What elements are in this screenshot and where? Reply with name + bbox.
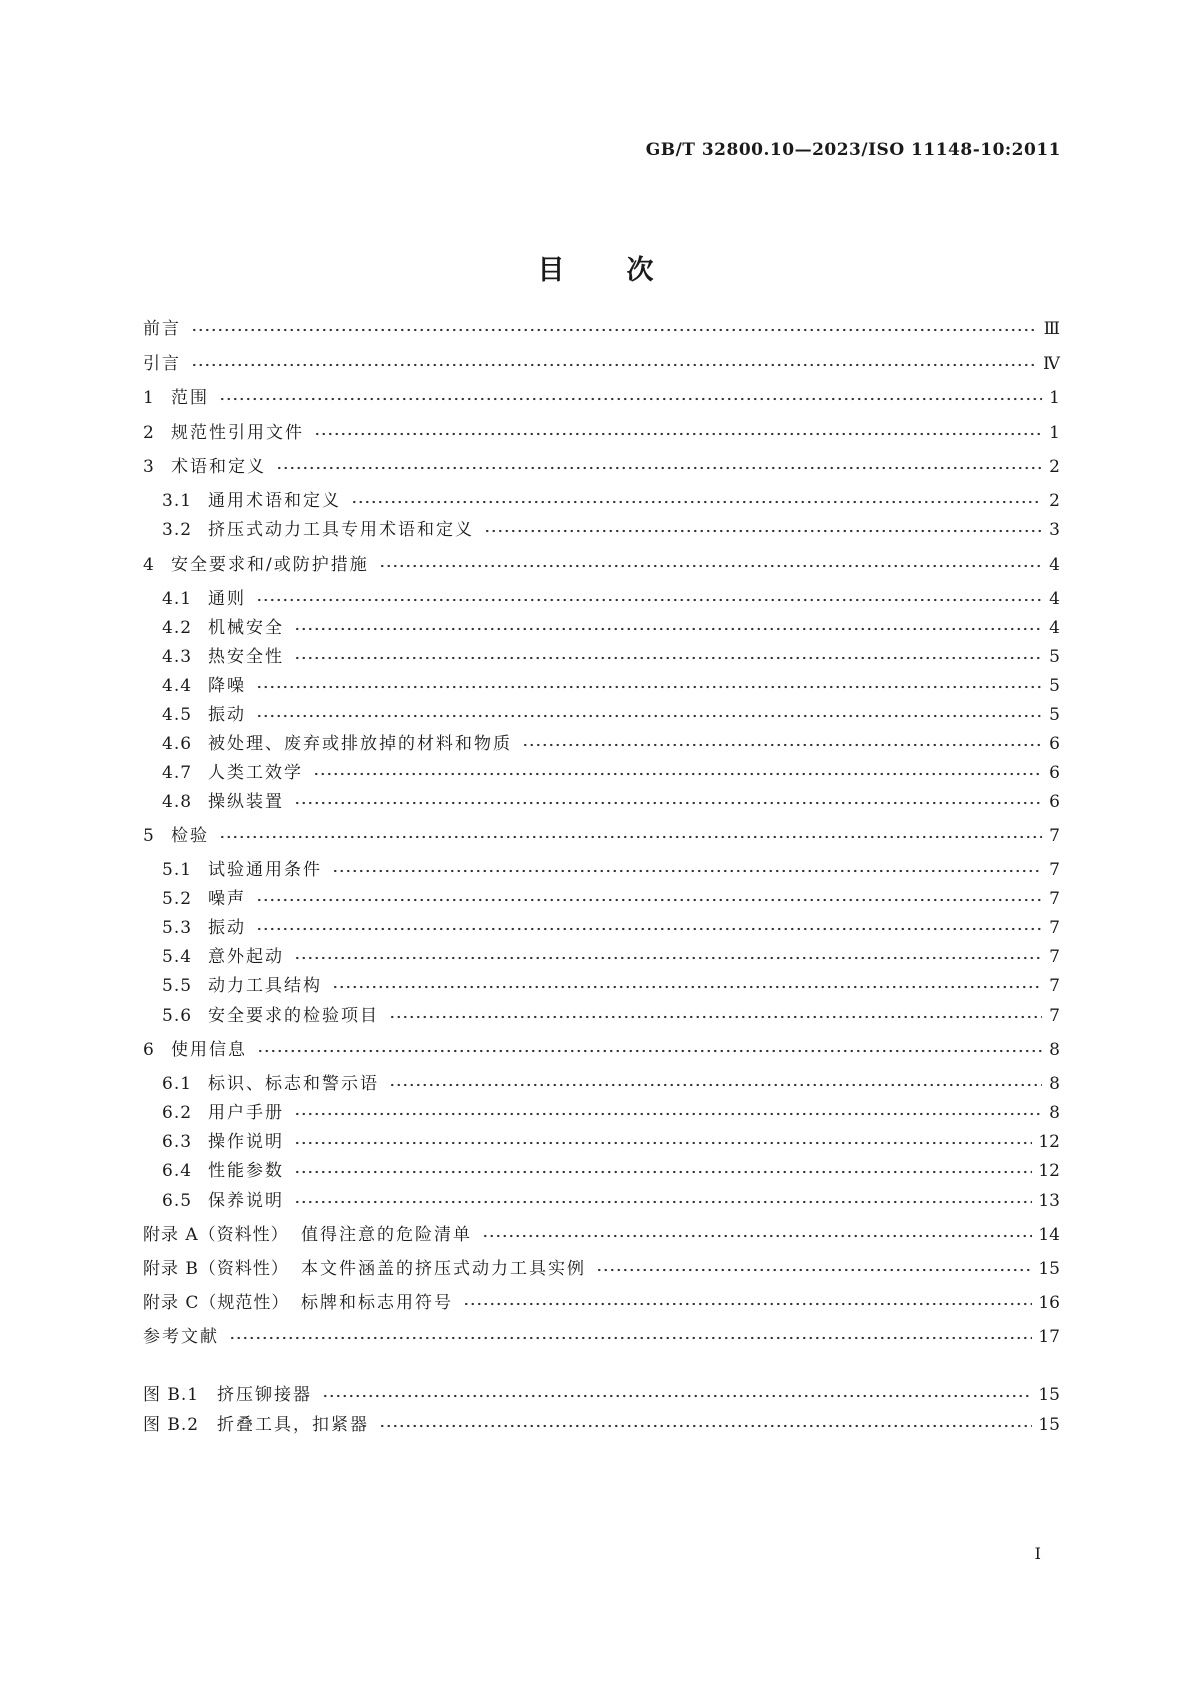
toc-leader-dots [389, 1003, 1042, 1029]
toc-entry-number: 4.8 [162, 792, 193, 812]
toc-entry-number: 6.1 [162, 1074, 193, 1094]
toc-entry[interactable] [162, 915, 1060, 941]
toc-entry-page: 7 [1049, 947, 1060, 967]
toc-leader-dots [219, 823, 1042, 849]
toc-leader-dots [256, 886, 1042, 912]
page-number: Ⅰ [1034, 1544, 1041, 1563]
toc-entry-number: 附录 A（资料性） [143, 1225, 289, 1245]
toc-leader-dots [294, 1129, 1032, 1155]
toc-leader-dots [463, 1290, 1032, 1316]
toc-entry-label: 被处理、废弃或排放掉的材料和物质 [208, 734, 512, 754]
toc-entry-page: 2 [1049, 457, 1060, 477]
standard-code: GB/T 32800.10—2023/ISO 11148-10:2011 [645, 140, 1061, 160]
toc-entry[interactable] [143, 1222, 1060, 1248]
toc-entry[interactable] [162, 1071, 1060, 1097]
toc-entry-page: 3 [1049, 520, 1060, 540]
toc-leader-dots [294, 1188, 1032, 1214]
toc-entry-label: 机械安全 [208, 618, 284, 638]
toc-entry[interactable] [162, 586, 1060, 612]
toc-entry[interactable] [143, 1412, 1060, 1438]
toc-leader-dots [379, 1412, 1032, 1438]
toc-entry-page: 16 [1038, 1293, 1060, 1313]
page-title: 目次 [537, 255, 716, 286]
toc-entry-label: 噪声 [208, 889, 246, 909]
toc-entry[interactable] [162, 857, 1060, 883]
toc-entry-number: 3.1 [162, 491, 193, 511]
toc-entry-number: 2 [143, 423, 154, 443]
toc-entry-label: 本文件涵盖的挤压式动力工具实例 [301, 1259, 586, 1279]
toc-entry-label: 安全要求和/或防护措施 [171, 555, 369, 575]
toc-entry-page: 15 [1038, 1385, 1060, 1405]
toc-leader-dots [191, 351, 1037, 377]
toc-leader-dots [351, 488, 1042, 514]
toc-entry[interactable] [143, 1290, 1060, 1316]
toc-entry-page: 2 [1049, 491, 1060, 511]
toc-entry[interactable] [143, 351, 1060, 377]
toc-entry[interactable] [162, 488, 1060, 514]
toc-entry-number: 3 [143, 457, 154, 477]
toc-entry-page: 12 [1038, 1161, 1060, 1181]
toc-entry-label: 折叠工具，扣紧器 [217, 1415, 369, 1435]
toc-entry-label: 使用信息 [171, 1040, 247, 1060]
toc-entry-number: 5.3 [162, 918, 193, 938]
toc-entry-number: 6.5 [162, 1191, 193, 1211]
toc-entry[interactable] [162, 615, 1060, 641]
toc-leader-dots [256, 702, 1042, 728]
toc-entry-label: 范围 [171, 388, 209, 408]
toc-leader-dots [313, 760, 1042, 786]
toc-leader-dots [332, 857, 1042, 883]
toc-entry[interactable] [162, 760, 1060, 786]
toc-leader-dots [522, 731, 1042, 757]
toc-entry[interactable] [162, 1129, 1060, 1155]
toc-entry[interactable] [162, 886, 1060, 912]
toc-entry-label: 规范性引用文件 [171, 423, 304, 443]
toc-leader-dots [484, 517, 1042, 543]
toc-entry-page: 5 [1049, 647, 1060, 667]
toc-entry-label: 意外起动 [208, 947, 284, 967]
toc-entry-number: 6.4 [162, 1161, 193, 1181]
toc-entry-page: 17 [1038, 1327, 1060, 1347]
toc-entry-number: 6.3 [162, 1132, 193, 1152]
toc-entry-label: 用户手册 [208, 1103, 284, 1123]
toc-entry-label: 术语和定义 [171, 457, 266, 477]
toc-entry-page: 4 [1049, 589, 1060, 609]
toc-leader-dots [257, 1037, 1042, 1063]
toc-leader-dots [389, 1071, 1042, 1097]
toc-entry-number: 4.1 [162, 589, 193, 609]
toc-leader-dots [596, 1256, 1032, 1282]
toc-leader-dots [191, 316, 1038, 342]
toc-entry-page: Ⅲ [1043, 319, 1060, 339]
toc-entry-label: 振动 [208, 705, 246, 725]
toc-entry-page: 7 [1049, 1006, 1060, 1026]
toc-leader-dots [229, 1324, 1032, 1350]
toc-leader-dots [294, 944, 1042, 970]
toc-entry-page: 15 [1038, 1415, 1060, 1435]
toc-entry-page: 1 [1049, 423, 1060, 443]
toc-leader-dots [256, 915, 1042, 941]
toc-entry-number: 1 [143, 388, 154, 408]
toc-entry-label: 动力工具结构 [208, 976, 322, 996]
toc-entry-number: 5.4 [162, 947, 193, 967]
toc-entry-page: 7 [1049, 860, 1060, 880]
toc-entry[interactable] [143, 1037, 1060, 1063]
toc-entry-label: 标识、标志和警示语 [208, 1074, 379, 1094]
toc-entry-label: 操纵装置 [208, 792, 284, 812]
toc-entry-label: 振动 [208, 918, 246, 938]
toc-leader-dots [294, 789, 1042, 815]
toc-leader-dots [294, 644, 1042, 670]
toc-entry-label: 性能参数 [208, 1161, 284, 1181]
toc-entry-page: 6 [1049, 792, 1060, 812]
toc-entry-page: 8 [1049, 1103, 1060, 1123]
toc-entry[interactable] [162, 973, 1060, 999]
toc-entry-label: 保养说明 [208, 1191, 284, 1211]
toc-entry[interactable] [143, 385, 1060, 411]
toc-entry-page: 8 [1049, 1074, 1060, 1094]
toc-entry-label: 挤压铆接器 [217, 1385, 312, 1405]
toc-leader-dots [294, 615, 1042, 641]
toc-leader-dots [482, 1222, 1032, 1248]
toc-entry-page: 5 [1049, 705, 1060, 725]
toc-entry[interactable] [162, 1188, 1060, 1214]
toc-entry[interactable] [143, 552, 1060, 578]
toc-entry[interactable] [162, 644, 1060, 670]
toc-entry-label: 安全要求的检验项目 [208, 1006, 379, 1026]
toc-leader-dots [294, 1100, 1042, 1126]
toc-entry[interactable] [162, 789, 1060, 815]
toc-entry-label: 通用术语和定义 [208, 491, 341, 511]
toc-entry-number: 图 B.2 [143, 1415, 200, 1435]
toc-entry-number: 5.5 [162, 976, 193, 996]
toc-entry-label: 降噪 [208, 676, 246, 696]
toc-entry-label: 试验通用条件 [208, 860, 322, 880]
toc-entry-number: 图 B.1 [143, 1385, 200, 1405]
toc-entry-label: 参考文献 [143, 1327, 219, 1347]
toc-leader-dots [379, 552, 1042, 578]
toc-leader-dots [294, 1158, 1032, 1184]
toc-entry-page: 7 [1049, 918, 1060, 938]
toc-entry-page: Ⅳ [1043, 354, 1060, 374]
toc-entry[interactable] [143, 1256, 1060, 1282]
toc-entry-page: 15 [1038, 1259, 1060, 1279]
toc-entry-page: 8 [1049, 1040, 1060, 1060]
toc-entry-page: 4 [1049, 618, 1060, 638]
toc-entry-label: 前言 [143, 319, 181, 339]
toc-entry-number: 3.2 [162, 520, 193, 540]
toc-entry[interactable] [162, 517, 1060, 543]
toc-entry-label: 引言 [143, 354, 181, 374]
toc-entry-number: 4.7 [162, 763, 193, 783]
toc-entry-label: 热安全性 [208, 647, 284, 667]
toc-entry-page: 7 [1049, 889, 1060, 909]
toc-entry-page: 14 [1038, 1225, 1060, 1245]
toc-entry-number: 4.6 [162, 734, 193, 754]
toc-entry-number: 5.1 [162, 860, 193, 880]
toc-entry-page: 7 [1049, 976, 1060, 996]
toc-entry[interactable] [162, 1158, 1060, 1184]
toc-entry-label: 人类工效学 [208, 763, 303, 783]
toc-entry-number: 附录 B（资料性） [143, 1259, 289, 1279]
toc-entry-page: 13 [1038, 1191, 1060, 1211]
toc-entry-page: 6 [1049, 734, 1060, 754]
toc-entry-page: 7 [1049, 826, 1060, 846]
toc-entry[interactable] [162, 944, 1060, 970]
toc-leader-dots [314, 420, 1042, 446]
toc-leader-dots [322, 1382, 1032, 1408]
toc-entry-label: 通则 [208, 589, 246, 609]
toc-entry-number: 4.3 [162, 647, 193, 667]
toc-leader-dots [256, 586, 1042, 612]
toc-entry-label: 操作说明 [208, 1132, 284, 1152]
toc-entry-number: 附录 C（规范性） [143, 1293, 290, 1313]
toc-entry-page: 12 [1038, 1132, 1060, 1152]
toc-entry-number: 6 [143, 1040, 154, 1060]
toc-entry-number: 4 [143, 555, 154, 575]
toc-leader-dots [256, 673, 1042, 699]
toc-entry-label: 挤压式动力工具专用术语和定义 [208, 520, 474, 540]
toc-entry[interactable] [143, 420, 1060, 446]
toc-entry-number: 4.2 [162, 618, 193, 638]
toc-entry[interactable] [143, 1324, 1060, 1350]
toc-entry[interactable] [162, 1100, 1060, 1126]
toc-entry-number: 4.5 [162, 705, 193, 725]
toc-entry[interactable] [162, 673, 1060, 699]
toc-leader-dots [332, 973, 1042, 999]
toc-entry-page: 1 [1049, 388, 1060, 408]
toc-entry[interactable] [143, 316, 1060, 342]
toc-entry-number: 5.6 [162, 1006, 193, 1026]
toc-entry-label: 检验 [171, 826, 209, 846]
toc-entry-page: 4 [1049, 555, 1060, 575]
toc-entry[interactable] [162, 731, 1060, 757]
toc-entry-number: 5.2 [162, 889, 193, 909]
toc-entry[interactable] [162, 702, 1060, 728]
toc-entry-number: 6.2 [162, 1103, 193, 1123]
toc-entry[interactable] [162, 1003, 1060, 1029]
toc-entry[interactable] [143, 454, 1060, 480]
toc-leader-dots [276, 454, 1042, 480]
toc-entry-number: 4.4 [162, 676, 193, 696]
toc-entry-label: 值得注意的危险清单 [301, 1225, 472, 1245]
toc-entry[interactable] [143, 1382, 1060, 1408]
toc-entry-label: 标牌和标志用符号 [301, 1293, 453, 1313]
toc-entry-page: 6 [1049, 763, 1060, 783]
toc-entry-page: 5 [1049, 676, 1060, 696]
toc-entry[interactable] [143, 823, 1060, 849]
toc-leader-dots [219, 385, 1042, 411]
toc-entry-number: 5 [143, 826, 154, 846]
